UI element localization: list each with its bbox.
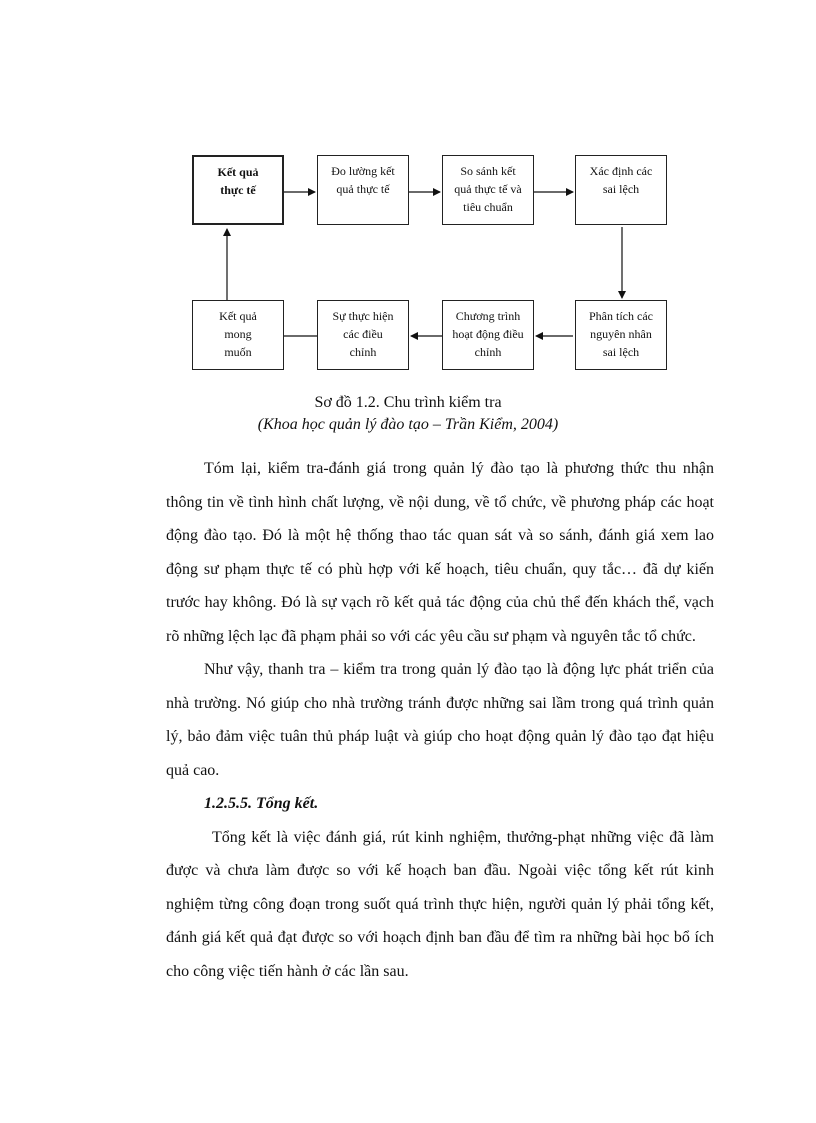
paragraph-inspection: Như vậy, thanh tra – kiểm tra trong quản lý đào tạo là động lực phát triển của nhà trường. Nó giúp cho nhà trường tránh được những sai lầm trong quá trình quản lý, bảo đảm việc tuân thủ pháp luật và giúp cho hoạt động quản lý đào tạo đạt hiệu quả cao. bbox=[166, 661, 714, 779]
box-line: chỉnh bbox=[474, 345, 502, 359]
box-identify-deviations bbox=[575, 155, 667, 225]
box-line: Kết quả bbox=[219, 309, 257, 323]
box-line: mong bbox=[224, 327, 252, 341]
box-line: Kết quả bbox=[217, 165, 259, 179]
box-desired-result bbox=[192, 300, 284, 370]
paragraph-review: Tổng kết là việc đánh giá, rút kinh nghiệm, thưởng-phạt những việc đã làm được và chưa làm được so với kế hoạch ban đầu. Ngoài việc tổng kết rút kinh nghiệm từng công đoạn trong suốt quá trình thực hiện, người quản lý phải tổng kết, đánh giá kết quả đạt được so với hoạch định ban đầu để tìm ra những bài học bổ ích cho công việc tiến hành ở các lần sau. bbox=[166, 828, 714, 980]
box-line: Phân tích các bbox=[589, 309, 653, 323]
box-line: sai lệch bbox=[602, 345, 640, 359]
box-line: Xác định các bbox=[589, 164, 653, 178]
box-line: sai lệch bbox=[602, 182, 640, 196]
box-line: Chương trình bbox=[455, 309, 521, 323]
box-compare-standard bbox=[442, 155, 534, 225]
box-line: chỉnh bbox=[349, 345, 377, 359]
control-cycle-diagram bbox=[0, 0, 816, 390]
box-line: muốn bbox=[224, 345, 252, 359]
box-line: hoạt động điều bbox=[452, 327, 524, 341]
box-line: quả thực tế bbox=[336, 182, 390, 196]
box-line: So sánh kết bbox=[460, 164, 516, 178]
box-line: quả thực tế và bbox=[454, 182, 522, 196]
box-line: thực tế bbox=[220, 183, 256, 197]
diagram-source: (Khoa học quản lý đào tạo – Trần Kiểm, 2004) bbox=[257, 416, 559, 433]
box-line: nguyên nhân bbox=[590, 327, 652, 341]
box-line: tiêu chuẩn bbox=[463, 200, 513, 214]
box-corrective-program bbox=[442, 300, 534, 370]
section-heading: 1.2.5.5. Tổng kết. bbox=[204, 795, 319, 812]
box-line: các điều bbox=[343, 327, 383, 341]
box-line: Đo lường kết bbox=[331, 164, 395, 178]
body-text bbox=[166, 452, 714, 988]
box-line: Sự thực hiện bbox=[332, 309, 394, 323]
box-implement-corrections bbox=[317, 300, 409, 370]
box-measure-result bbox=[317, 155, 409, 225]
box-actual-result bbox=[192, 155, 284, 225]
paragraph-summary: Tóm lại, kiểm tra-đánh giá trong quản lý đào tạo là phương thức thu nhận thông tin về tình hình chất lượng, về nội dung, về tổ chức, về phương pháp các hoạt động đào tạo. Đó là một hệ thống thao tác quan sát và so sánh, đánh giá xem lao động sư phạm thực tế có phù hợp với kế hoạch, tiêu chuẩn, quy tắc… đã dự kiến trước hay không. Đó là sự vạch rõ kết quả tác động của chủ thể đến khách thể, vạch rõ những lệch lạc đã phạm phải so với các yêu cầu sư phạm và nguyên tắc tổ chức. bbox=[166, 460, 714, 645]
diagram-caption: Sơ đồ 1.2. Chu trình kiểm tra bbox=[314, 394, 502, 411]
box-analyze-causes bbox=[575, 300, 667, 370]
